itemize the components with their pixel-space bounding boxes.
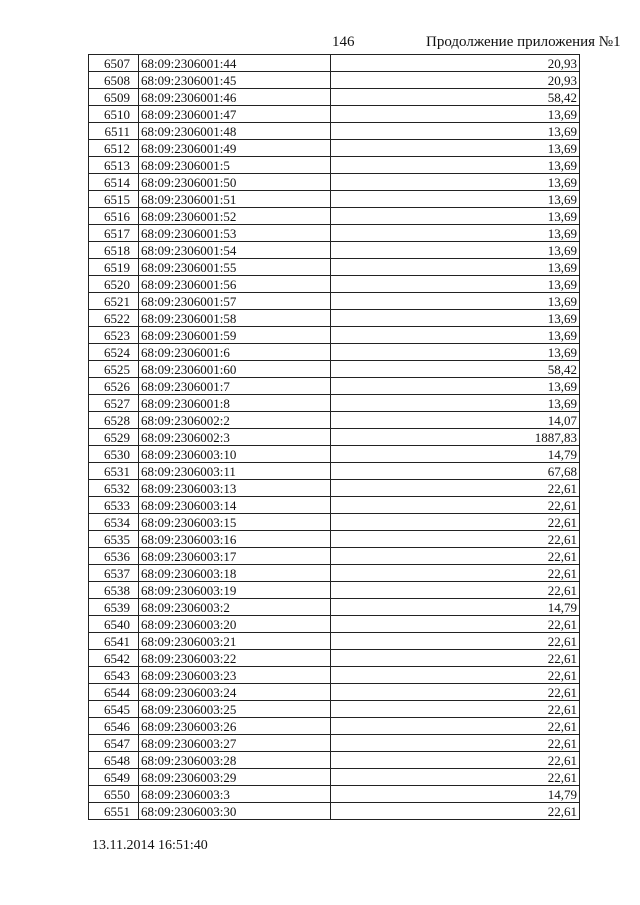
cadastral-number: 68:09:2306003:19 [139, 582, 331, 599]
cadastral-number: 68:09:2306001:7 [139, 378, 331, 395]
cadastral-number: 68:09:2306003:25 [139, 701, 331, 718]
table-row [89, 786, 580, 803]
row-value: 22,61 [331, 480, 580, 497]
cadastral-number: 68:09:2306003:15 [139, 514, 331, 531]
cadastral-number: 68:09:2306001:47 [139, 106, 331, 123]
row-number: 6538 [89, 582, 139, 599]
table-row [89, 123, 580, 140]
cadastral-number: 68:09:2306003:14 [139, 497, 331, 514]
cadastral-number: 68:09:2306001:51 [139, 191, 331, 208]
table-row [89, 344, 580, 361]
row-value: 22,61 [331, 548, 580, 565]
cadastral-number: 68:09:2306001:49 [139, 140, 331, 157]
row-number: 6513 [89, 157, 139, 174]
cadastral-number: 68:09:2306003:22 [139, 650, 331, 667]
table-row [89, 157, 580, 174]
table-row [89, 633, 580, 650]
cadastral-number: 68:09:2306001:56 [139, 276, 331, 293]
cadastral-number: 68:09:2306001:8 [139, 395, 331, 412]
table-row [89, 616, 580, 633]
cadastral-number: 68:09:2306001:45 [139, 72, 331, 89]
cadastral-number: 68:09:2306001:6 [139, 344, 331, 361]
cadastral-number: 68:09:2306001:52 [139, 208, 331, 225]
row-number: 6518 [89, 242, 139, 259]
cadastral-number: 68:09:2306001:58 [139, 310, 331, 327]
row-number: 6519 [89, 259, 139, 276]
table-row [89, 208, 580, 225]
table-row [89, 735, 580, 752]
row-value: 67,68 [331, 463, 580, 480]
cadastral-number: 68:09:2306001:59 [139, 327, 331, 344]
table-row [89, 531, 580, 548]
row-number: 6530 [89, 446, 139, 463]
row-value: 22,61 [331, 531, 580, 548]
table-row [89, 497, 580, 514]
row-number: 6523 [89, 327, 139, 344]
row-number: 6511 [89, 123, 139, 140]
table-row [89, 684, 580, 701]
cadastral-number: 68:09:2306003:3 [139, 786, 331, 803]
table-row [89, 599, 580, 616]
row-number: 6514 [89, 174, 139, 191]
cadastral-number: 68:09:2306001:53 [139, 225, 331, 242]
cadastral-number: 68:09:2306003:26 [139, 718, 331, 735]
row-number: 6543 [89, 667, 139, 684]
table-body [89, 55, 580, 820]
data-table [88, 54, 580, 820]
table-row [89, 395, 580, 412]
table-row [89, 106, 580, 123]
cadastral-number: 68:09:2306003:18 [139, 565, 331, 582]
table-row [89, 582, 580, 599]
row-value: 22,61 [331, 769, 580, 786]
row-value: 22,61 [331, 650, 580, 667]
table-row [89, 174, 580, 191]
row-value: 14,79 [331, 599, 580, 616]
row-number: 6547 [89, 735, 139, 752]
table-row [89, 565, 580, 582]
row-value: 22,61 [331, 803, 580, 820]
row-number: 6510 [89, 106, 139, 123]
row-number: 6526 [89, 378, 139, 395]
table-row [89, 412, 580, 429]
row-value: 13,69 [331, 310, 580, 327]
table-row [89, 718, 580, 735]
cadastral-number: 68:09:2306003:20 [139, 616, 331, 633]
cadastral-number: 68:09:2306001:57 [139, 293, 331, 310]
row-number: 6517 [89, 225, 139, 242]
row-number: 6516 [89, 208, 139, 225]
table-row [89, 514, 580, 531]
row-number: 6535 [89, 531, 139, 548]
table-row [89, 650, 580, 667]
cadastral-number: 68:09:2306001:46 [139, 89, 331, 106]
page-number: 146 [332, 34, 355, 50]
row-value: 20,93 [331, 72, 580, 89]
cadastral-number: 68:09:2306003:21 [139, 633, 331, 650]
row-value: 14,07 [331, 412, 580, 429]
row-number: 6549 [89, 769, 139, 786]
row-number: 6551 [89, 803, 139, 820]
row-value: 22,61 [331, 582, 580, 599]
row-number: 6527 [89, 395, 139, 412]
row-number: 6534 [89, 514, 139, 531]
row-value: 13,69 [331, 174, 580, 191]
row-value: 13,69 [331, 140, 580, 157]
cadastral-number: 68:09:2306001:60 [139, 361, 331, 378]
table-row [89, 446, 580, 463]
cadastral-number: 68:09:2306001:50 [139, 174, 331, 191]
table-row [89, 769, 580, 786]
row-value: 13,69 [331, 191, 580, 208]
row-number: 6520 [89, 276, 139, 293]
table-row [89, 191, 580, 208]
table-row [89, 310, 580, 327]
table-row [89, 378, 580, 395]
row-number: 6540 [89, 616, 139, 633]
cadastral-number: 68:09:2306001:44 [139, 55, 331, 72]
table-row [89, 55, 580, 72]
row-number: 6544 [89, 684, 139, 701]
row-value: 22,61 [331, 718, 580, 735]
row-value: 20,93 [331, 55, 580, 72]
table-row [89, 225, 580, 242]
cadastral-number: 68:09:2306001:55 [139, 259, 331, 276]
row-value: 13,69 [331, 395, 580, 412]
cadastral-number: 68:09:2306003:10 [139, 446, 331, 463]
table-row [89, 293, 580, 310]
row-value: 22,61 [331, 497, 580, 514]
table-row [89, 259, 580, 276]
row-value: 1887,83 [331, 429, 580, 446]
row-number: 6536 [89, 548, 139, 565]
row-number: 6522 [89, 310, 139, 327]
row-number: 6531 [89, 463, 139, 480]
header-title: Продолжение приложения №1 [426, 34, 621, 50]
cadastral-number: 68:09:2306003:2 [139, 599, 331, 616]
cadastral-number: 68:09:2306001:48 [139, 123, 331, 140]
cadastral-number: 68:09:2306003:30 [139, 803, 331, 820]
row-number: 6528 [89, 412, 139, 429]
row-number: 6524 [89, 344, 139, 361]
row-number: 6525 [89, 361, 139, 378]
row-value: 13,69 [331, 344, 580, 361]
table-row [89, 140, 580, 157]
row-number: 6550 [89, 786, 139, 803]
cadastral-number: 68:09:2306003:17 [139, 548, 331, 565]
row-value: 13,69 [331, 259, 580, 276]
cadastral-number: 68:09:2306003:29 [139, 769, 331, 786]
row-value: 22,61 [331, 514, 580, 531]
row-number: 6507 [89, 55, 139, 72]
row-number: 6529 [89, 429, 139, 446]
row-number: 6548 [89, 752, 139, 769]
table-row [89, 480, 580, 497]
cadastral-number: 68:09:2306003:13 [139, 480, 331, 497]
row-number: 6546 [89, 718, 139, 735]
table-row [89, 429, 580, 446]
cadastral-number: 68:09:2306002:2 [139, 412, 331, 429]
table-row [89, 361, 580, 378]
row-value: 22,61 [331, 752, 580, 769]
row-value: 13,69 [331, 225, 580, 242]
row-number: 6515 [89, 191, 139, 208]
row-value: 22,61 [331, 684, 580, 701]
row-number: 6509 [89, 89, 139, 106]
row-value: 22,61 [331, 667, 580, 684]
row-value: 13,69 [331, 208, 580, 225]
table-row [89, 667, 580, 684]
table-row [89, 72, 580, 89]
row-value: 13,69 [331, 157, 580, 174]
row-number: 6539 [89, 599, 139, 616]
row-value: 13,69 [331, 378, 580, 395]
cadastral-number: 68:09:2306003:23 [139, 667, 331, 684]
row-value: 13,69 [331, 293, 580, 310]
table-row [89, 548, 580, 565]
table-row [89, 276, 580, 293]
row-value: 22,61 [331, 616, 580, 633]
row-value: 22,61 [331, 701, 580, 718]
timestamp: 13.11.2014 16:51:40 [92, 838, 208, 853]
table-row [89, 242, 580, 259]
row-value: 13,69 [331, 123, 580, 140]
row-number: 6508 [89, 72, 139, 89]
row-value: 14,79 [331, 446, 580, 463]
table-row [89, 701, 580, 718]
table-row [89, 803, 580, 820]
row-number: 6542 [89, 650, 139, 667]
row-number: 6541 [89, 633, 139, 650]
cadastral-number: 68:09:2306003:24 [139, 684, 331, 701]
table-row [89, 752, 580, 769]
row-value: 13,69 [331, 327, 580, 344]
cadastral-number: 68:09:2306003:27 [139, 735, 331, 752]
table-row [89, 463, 580, 480]
row-number: 6537 [89, 565, 139, 582]
row-value: 58,42 [331, 89, 580, 106]
cadastral-number: 68:09:2306002:3 [139, 429, 331, 446]
cadastral-number: 68:09:2306003:28 [139, 752, 331, 769]
row-value: 22,61 [331, 633, 580, 650]
row-number: 6545 [89, 701, 139, 718]
row-value: 13,69 [331, 106, 580, 123]
row-value: 58,42 [331, 361, 580, 378]
row-value: 13,69 [331, 242, 580, 259]
row-number: 6512 [89, 140, 139, 157]
cadastral-number: 68:09:2306001:5 [139, 157, 331, 174]
row-number: 6533 [89, 497, 139, 514]
row-value: 14,79 [331, 786, 580, 803]
row-number: 6532 [89, 480, 139, 497]
table-row [89, 89, 580, 106]
table-row [89, 327, 580, 344]
cadastral-number: 68:09:2306003:16 [139, 531, 331, 548]
row-value: 22,61 [331, 735, 580, 752]
row-value: 22,61 [331, 565, 580, 582]
cadastral-number: 68:09:2306001:54 [139, 242, 331, 259]
cadastral-number: 68:09:2306003:11 [139, 463, 331, 480]
row-number: 6521 [89, 293, 139, 310]
row-value: 13,69 [331, 276, 580, 293]
